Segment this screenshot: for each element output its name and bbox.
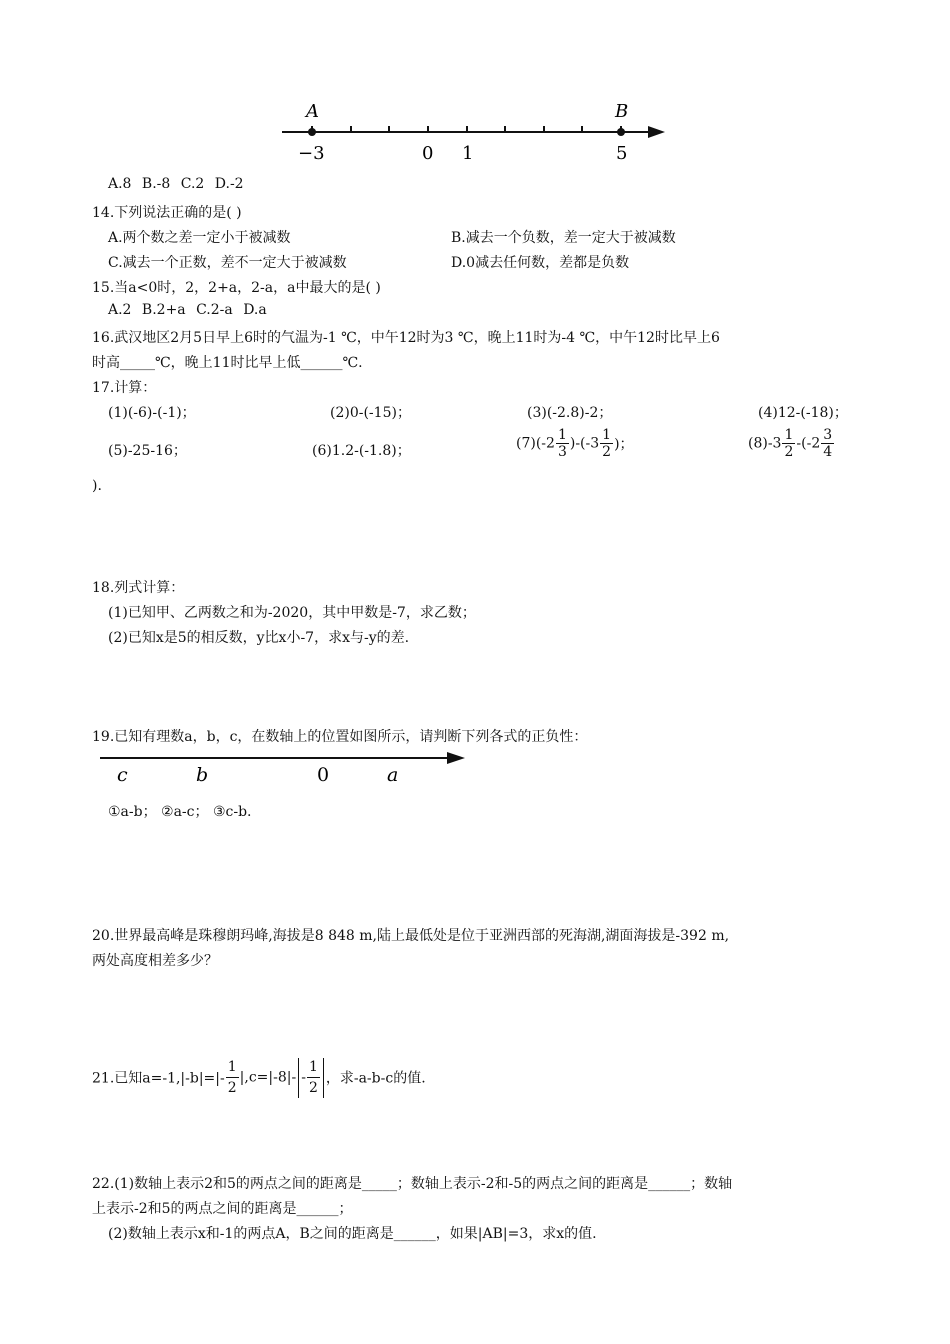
q17-part4: (4)12-(-18)；	[758, 405, 848, 421]
q13-options: A.8 B.-8 C.2 D.-2	[108, 176, 244, 192]
q21-expression: 21.已知a=-1,|-b|=|- $\frac{1}{2}$ |,c=|-8|- - $\frac{1}{2}$ ，求-a-b-c的值.	[92, 1059, 426, 1096]
q17-tail: ).	[92, 478, 102, 494]
label-a: A	[306, 101, 319, 122]
abs-bar-left	[298, 1058, 299, 1098]
q14-option-b: B.减去一个负数，差一定大于被减数	[451, 230, 676, 246]
tick-label-5: 5	[616, 143, 628, 164]
q15-options: A.2 B.2+a C.2-a D.a	[108, 302, 267, 318]
q17-part2: (2)0-(-15)；	[330, 405, 411, 421]
q17-part6: (6)1.2-(-1.8)；	[312, 443, 411, 459]
axis-arrow	[447, 752, 465, 764]
fraction-1-2: $\frac{1}{2}$	[784, 427, 794, 460]
q14-option-d: D.0减去任何数，差都是负数	[451, 255, 630, 271]
q17-part7: (7)(-2 $\frac{1}{3}$ )-(-3 $\frac{1}{2}$ )；	[516, 427, 634, 460]
axis-arrow	[648, 126, 665, 138]
q17-part8: (8)-3 $\frac{1}{2}$ -(-2 $\frac{3}{4}$	[748, 427, 833, 460]
fraction-3-4: $\frac{3}{4}$	[823, 427, 833, 460]
q18-part2: (2)已知x是5的相反数，y比x小-7，求x与-y的差.	[108, 630, 410, 646]
q14-option-a: A.两个数之差一定小于被减数	[108, 230, 291, 246]
number-line-q13	[270, 95, 680, 175]
label-c: c	[117, 764, 128, 786]
q17-stem: 17.计算：	[92, 380, 157, 396]
q18-stem: 18.列式计算：	[92, 580, 185, 596]
q20-line1: 20.世界最高峰是珠穆朗玛峰,海拔是8 848 m,陆上最低处是位于亚洲西部的死海湖,湖面海拔是-392 m,	[92, 928, 730, 944]
q17-part1: (1)(-6)-(-1)；	[108, 405, 196, 421]
tick-label-1: 1	[462, 143, 474, 164]
q16-line2: 时高_____℃，晚上11时比早上低______℃.	[92, 355, 363, 371]
fraction-1-3: $\frac{1}{3}$	[557, 427, 567, 460]
fraction-1-2: $\frac{1}{2}$	[602, 427, 612, 460]
label-b: B	[615, 101, 629, 122]
q20-line2: 两处高度相差多少？	[92, 953, 218, 969]
q22-line1: 22.(1)数轴上表示2和5的两点之间的距离是_____；数轴上表示-2和-5的两点之间的距离是______；数轴	[92, 1176, 733, 1192]
label-a: a	[387, 764, 399, 786]
q19-items: ①a-b； ②a-c； ③c-b.	[108, 804, 252, 820]
number-line-q19	[95, 748, 475, 788]
q19-stem: 19.已知有理数a，b，c，在数轴上的位置如图所示，请判断下列各式的正负性：	[92, 729, 588, 745]
q17-part3: (3)(-2.8)-2；	[527, 405, 613, 421]
point-b-dot	[617, 128, 625, 136]
fraction-1-2: $\frac{1}{2}$	[308, 1059, 318, 1096]
q22-line3: (2)数轴上表示x和-1的两点A，B之间的距离是______，如果|AB|=3，求x的值.	[108, 1226, 597, 1242]
point-a-dot	[308, 128, 316, 136]
label-b: b	[196, 764, 209, 786]
q18-part1: (1)已知甲、乙两数之和为-2020，其中甲数是-7，求乙数；	[108, 605, 476, 621]
q15-stem: 15.当a<0时，2，2+a，2-a，a中最大的是( )	[92, 280, 381, 296]
q14-stem: 14.下列说法正确的是( )	[92, 205, 242, 221]
q17-part5: (5)-25-16；	[108, 443, 187, 459]
abs-bar-right	[323, 1058, 324, 1098]
q16-line1: 16.武汉地区2月5日早上6时的气温为-1 ℃，中午12时为3 ℃，晚上11时为-4 ℃，中午12时比早上6	[92, 330, 720, 346]
q14-option-c: C.减去一个正数，差不一定大于被减数	[108, 255, 347, 271]
fraction-1-2: $\frac{1}{2}$	[227, 1059, 237, 1096]
tick-label-minus3: −3	[298, 143, 325, 164]
label-zero: 0	[317, 764, 330, 786]
tick-label-0: 0	[422, 143, 434, 164]
q22-line2: 上表示-2和5的两点之间的距离是______；	[92, 1201, 353, 1217]
